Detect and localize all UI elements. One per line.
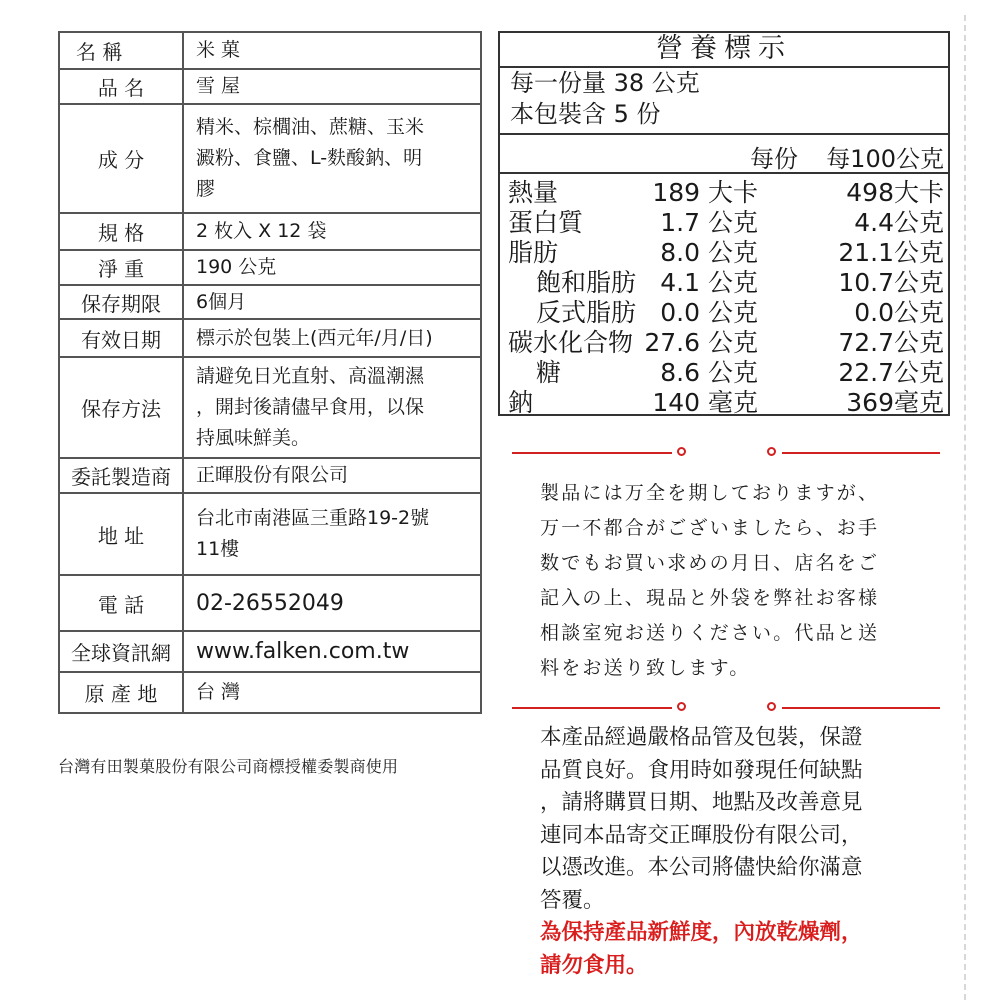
nutrient-name: 飽和脂肪: [536, 268, 637, 297]
table-row: [59, 250, 481, 285]
table-row: [59, 631, 481, 672]
label-phone: 電 話: [59, 575, 183, 631]
nutrition-row: [500, 268, 948, 298]
value-shelf-life: 6個月: [183, 285, 481, 319]
table-row: [59, 69, 481, 104]
nutrition-rows: [500, 174, 948, 418]
servings-per-pack: 本包裝含 5 份: [510, 100, 661, 128]
per-100g-value: 369毫克: [846, 388, 944, 417]
divider-dot: [677, 702, 686, 711]
per-100g-value: 72.7公克: [838, 328, 944, 357]
per-100g-value: 4.4公克: [854, 208, 944, 237]
red-divider-top: [512, 446, 940, 460]
per-100g-value: 22.7公克: [838, 358, 944, 387]
table-row: [59, 672, 481, 713]
japanese-notice: [540, 476, 940, 686]
label-shelf-life: 保存期限: [59, 285, 183, 319]
nutrient-name: 反式脂肪: [536, 298, 637, 327]
label-expiry-date: 有效日期: [59, 319, 183, 357]
divider-line: [512, 452, 672, 454]
divider-line: [782, 707, 940, 709]
label-net-weight: 淨 重: [59, 250, 183, 285]
chinese-line: 以憑改進。本公司將儘快給你滿意: [540, 855, 863, 880]
nutrient-name: 鈉: [508, 388, 534, 417]
nutrition-row: [500, 328, 948, 358]
desiccant-warning-line: 請勿食用。: [540, 952, 648, 978]
divider-dot: [677, 447, 686, 456]
japanese-line: 料をお送り致します。: [540, 657, 751, 679]
table-row: [59, 285, 481, 319]
chinese-line: 連同本品寄交正暉股份有限公司，: [540, 822, 863, 848]
ingredients-line: 澱粉、食鹽、L-麩酸鈉、明: [196, 147, 423, 169]
per-serving-value: 4.1 公克: [660, 268, 758, 297]
label-ingredients: 成 分: [59, 104, 183, 213]
chinese-line: 本產品經過嚴格品管及包裝，保證: [540, 725, 863, 750]
label-origin: 原 產 地: [59, 672, 183, 713]
nutrient-name: 蛋白質: [508, 208, 584, 237]
value-net-weight: 190 公克: [183, 250, 481, 285]
col-per-serving: 每份: [750, 145, 798, 173]
label-product: 品 名: [59, 69, 183, 104]
table-row: [59, 493, 481, 575]
value-phone: 02-26552049: [183, 575, 481, 631]
serving-size: 每一份量 38 公克: [510, 69, 700, 97]
table-row: [59, 575, 481, 631]
divider-dot: [767, 447, 776, 456]
japanese-line: 相談室宛お送りください。代品と送: [540, 622, 880, 644]
per-serving-value: 189 大卡: [652, 178, 758, 207]
address-line: 台北市南港區三重路19-2號: [196, 507, 430, 529]
nutrition-row: [500, 358, 948, 388]
trademark-footnote: 台灣有田製菓股份有限公司商標授權委製商使用: [58, 757, 399, 776]
japanese-line: 数でもお買い求めの月日、店名をご: [540, 552, 880, 574]
nutrient-name: 糖: [536, 358, 562, 387]
storage-line: ，開封後請儘早食用，以保: [196, 396, 425, 418]
per-serving-value: 8.0 公克: [660, 238, 758, 267]
per-serving-value: 8.6 公克: [660, 358, 758, 387]
ingredients-line: 膠: [196, 178, 216, 200]
chinese-line: 品質良好。食用時如發現任何缺點: [540, 757, 863, 783]
nutrition-row: [500, 388, 948, 418]
nutrient-name: 脂肪: [508, 238, 559, 267]
chinese-notice: [540, 722, 940, 982]
japanese-line: 万一不都合がございましたら、お手: [540, 517, 880, 539]
label-manufacturer: 委託製造商: [59, 458, 183, 493]
per-serving-value: 0.0 公克: [660, 298, 758, 327]
per-serving-value: 27.6 公克: [644, 328, 758, 357]
table-row: [59, 458, 481, 493]
table-row: [59, 319, 481, 357]
nutrient-name: 碳水化合物: [508, 328, 634, 357]
per-100g-value: 10.7公克: [838, 268, 944, 297]
per-serving-value: 140 毫克: [652, 388, 758, 417]
serving-info: [500, 68, 948, 135]
col-per-100g: 每100公克: [826, 145, 944, 173]
value-website: www.falken.com.tw: [183, 631, 481, 672]
label-website: 全球資訊網: [59, 631, 183, 672]
nutrient-name: 熱量: [508, 178, 559, 207]
nutrition-row: [500, 298, 948, 328]
red-divider-bottom: [512, 701, 940, 715]
value-expiry-date: 標示於包裝上(西元年/月/日): [183, 319, 481, 357]
divider-line: [512, 707, 672, 709]
desiccant-warning-line: 為保持產品新鮮度，內放乾燥劑，: [540, 920, 863, 945]
nutrition-title: 營養標示: [500, 33, 948, 68]
nutrition-row: [500, 178, 948, 208]
divider-line: [782, 452, 940, 454]
per-100g-value: 21.1公克: [838, 238, 944, 267]
right-edge-stripe: [964, 15, 966, 1000]
japanese-line: 製品には万全を期しておりますが、: [540, 482, 880, 504]
per-100g-value: 498大卡: [846, 178, 944, 207]
label-spec: 規 格: [59, 213, 183, 250]
address-line: 11樓: [196, 538, 240, 560]
product-info-table: [58, 31, 482, 714]
value-spec: 2 枚入 X 12 袋: [183, 213, 481, 250]
nutrition-column-header: [500, 135, 948, 174]
per-100g-value: 0.0公克: [854, 298, 944, 327]
chinese-line: 答覆。: [540, 887, 605, 913]
nutrition-row: [500, 238, 948, 268]
table-row: [59, 357, 481, 458]
nutrition-facts-panel: [498, 31, 950, 416]
table-row: [59, 32, 481, 69]
value-name: 米 菓: [183, 32, 481, 69]
nutrition-row: [500, 208, 948, 238]
label-name: 名 稱: [59, 32, 183, 69]
storage-line: 請避免日光直射、高溫潮濕: [196, 365, 425, 387]
per-serving-value: 1.7 公克: [660, 208, 758, 237]
value-storage: [183, 357, 481, 458]
value-address: [183, 493, 481, 575]
ingredients-line: 精米、棕櫚油、蔗糖、玉米: [196, 116, 425, 138]
value-origin: 台 灣: [183, 672, 481, 713]
storage-line: 持風味鮮美。: [196, 427, 311, 449]
value-product: 雪 屋: [183, 69, 481, 104]
table-row: [59, 104, 481, 213]
value-manufacturer: 正暉股份有限公司: [183, 458, 481, 493]
divider-dot: [767, 702, 776, 711]
chinese-line: ，請將購買日期、地點及改善意見: [540, 790, 863, 815]
label-address: 地 址: [59, 493, 183, 575]
table-row: [59, 213, 481, 250]
value-ingredients: [183, 104, 481, 213]
label-storage: 保存方法: [59, 357, 183, 458]
japanese-line: 記入の上、現品と外袋を弊社お客様: [540, 587, 880, 609]
